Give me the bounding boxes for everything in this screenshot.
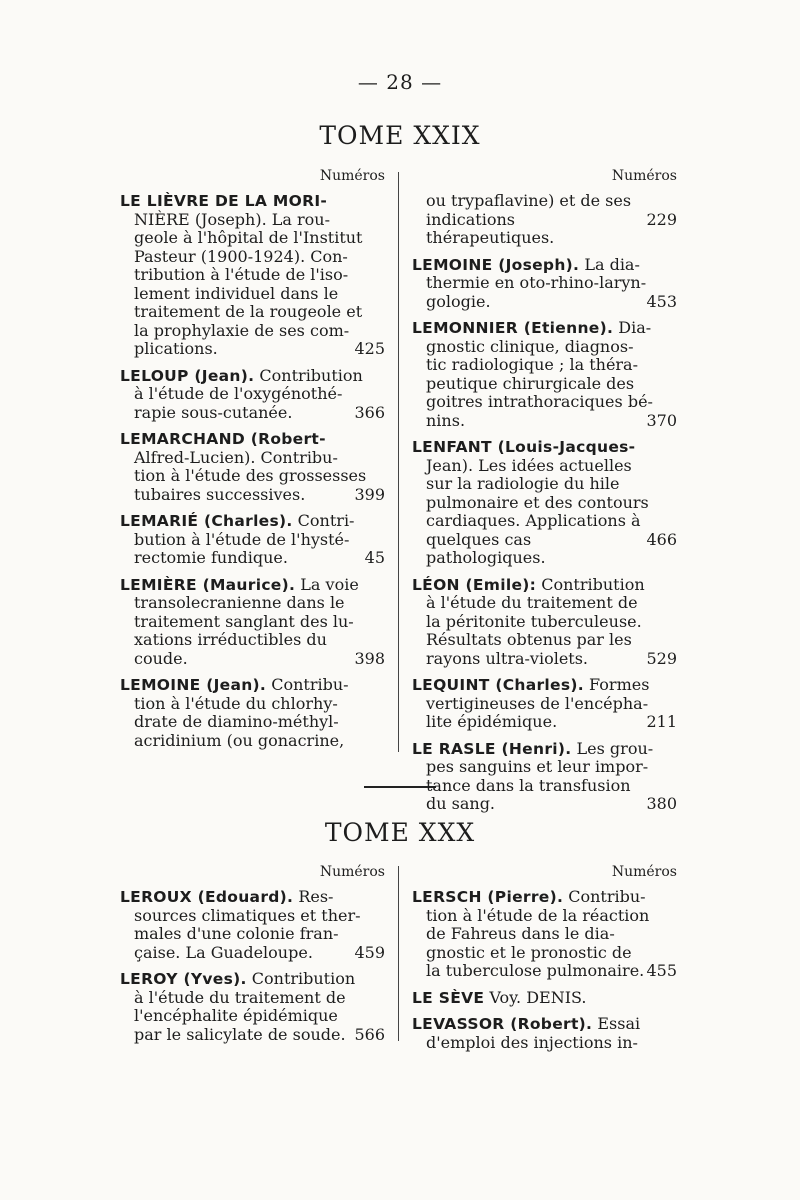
entry-line: par le salicylate de soude. (134, 1024, 346, 1044)
index-entry (120, 192, 385, 359)
entry-last-line (120, 732, 385, 751)
entry-last-line (120, 340, 385, 359)
entry-number: 399 (354, 484, 385, 504)
entry-line: Jean). Les idées actuelles (426, 455, 632, 475)
index-entry (412, 319, 677, 430)
entry-line: la prophylaxie de ses com- (134, 320, 350, 340)
author-name: LÉON (Emile): (412, 575, 537, 594)
author-name: LEMARCHAND (Robert- (120, 430, 326, 448)
entry-text: La voie (295, 574, 359, 594)
entry-line: sur la radiologie du hile (426, 474, 620, 493)
entry-line: tubaires successives. (134, 484, 306, 504)
index-entry (120, 888, 385, 962)
entry-line: rayons ultra-violets. (426, 648, 589, 668)
entry-head (412, 256, 677, 275)
entry-number: 455 (646, 961, 677, 980)
entry-number: 370 (646, 410, 677, 430)
entry-number: 566 (354, 1024, 385, 1044)
index-entry (412, 438, 677, 568)
entry-line: la péritonite tuberculeuse. (426, 611, 642, 631)
entry-line: rapie sous-cutanée. (134, 402, 293, 422)
index-entry (412, 989, 677, 1008)
index-entry (412, 192, 677, 248)
entry-line: l'encéphalite épidémique (134, 1006, 338, 1025)
numeros-label: Numéros (611, 168, 677, 184)
entry-line: indications thérapeutiques. (426, 209, 555, 247)
index-entry (120, 430, 385, 504)
entry-line: xations irréductibles du (134, 630, 327, 649)
entry-head (120, 430, 385, 449)
entry-line: lite épidémique. (426, 712, 558, 731)
entry-line: males d'une colonie fran- (134, 924, 339, 943)
author-name: LEQUINT (Charles). (412, 676, 584, 694)
entry-line: cardiaques. Applications à (426, 511, 641, 530)
entry-line: ou trypaflavine) et de ses (426, 191, 632, 210)
entry-line: à l'étude du traitement de (134, 987, 346, 1007)
index-entry (412, 576, 677, 669)
entry-line: à l'étude de l'oxygénothé- (134, 384, 343, 403)
entry-head (120, 367, 385, 386)
entry-last-line (412, 211, 677, 248)
index-entry (120, 367, 385, 423)
entry-line: Alfred-Lucien). Contribu- (134, 447, 338, 467)
tome-title: TOME XXX (324, 818, 476, 847)
entry-text: Essai (592, 1014, 641, 1033)
entry-last-line (120, 944, 385, 963)
author-name: LEMIÈRE (Maurice). (120, 575, 296, 594)
entry-head (412, 740, 677, 759)
entry-line: thermie en oto-rhino-laryn- (426, 273, 647, 292)
entry-text: La dia- (579, 254, 640, 274)
entry-text: Contribu- (266, 675, 349, 694)
author-name: LE SÈVE (412, 988, 485, 1007)
column-divider (398, 866, 399, 1041)
author-name: LEROY (Yves). (120, 970, 247, 988)
entry-line: vertigineuses de l'encépha- (426, 693, 649, 713)
entry-number: 398 (354, 648, 385, 668)
numeros-label: Numéros (319, 864, 385, 880)
entry-line: gologie. (426, 291, 491, 311)
entry-line: coude. (134, 648, 188, 668)
entry-number: 529 (646, 648, 677, 668)
entry-line: çaise. La Guadeloupe. (134, 942, 313, 962)
entry-head (412, 1015, 677, 1034)
entry-head (120, 676, 385, 695)
index-entry (412, 676, 677, 732)
entry-head (120, 888, 385, 907)
entry-head (412, 438, 677, 457)
entry-head (120, 970, 385, 989)
column-right (412, 864, 677, 1060)
entry-line: gnostic clinique, diagnos- (426, 336, 634, 356)
entry-line: gnostic et le pronostic de (426, 942, 632, 962)
entry-number: 229 (646, 209, 677, 229)
author-name: LEVASSOR (Robert). (412, 1015, 593, 1033)
entry-line: tribution à l'étude de l'iso- (134, 265, 349, 284)
entry-last-line (120, 650, 385, 669)
entry-line: peutique chirurgicale des (426, 373, 635, 393)
entry-line: tic radiologique ; la théra- (426, 355, 638, 374)
numeros-label: Numéros (611, 864, 677, 880)
author-name: LEMARIÉ (Charles). (120, 512, 293, 530)
index-entry (120, 512, 385, 568)
entry-line: de Fahreus dans le dia- (426, 924, 615, 943)
entry-last-line (412, 962, 677, 981)
author-name: LENFANT (Louis-Jacques- (412, 438, 636, 456)
entry-head (412, 676, 677, 695)
entry-text: Voy. DENIS. (484, 987, 587, 1007)
entry-last-line (412, 293, 677, 312)
entry-line: bution à l'étude de l'hysté- (134, 529, 350, 549)
entry-last-line (120, 404, 385, 423)
entry-line: NIÈRE (Joseph). La rou- (134, 209, 330, 229)
entry-last-line (412, 713, 677, 732)
index-entry (120, 576, 385, 669)
entry-line: pulmonaire et des contours (426, 492, 649, 512)
entry-number: 425 (354, 339, 385, 358)
entry-last-line (412, 795, 677, 814)
entry-text: Res- (293, 887, 334, 906)
entry-text: Contribution (536, 574, 645, 594)
entry-line: tance dans la transfusion (426, 775, 631, 795)
entry-line: la tuberculose pulmonaire. (426, 961, 645, 980)
entry-line: tion à l'étude de la réaction (426, 905, 650, 925)
author-name: LELOUP (Jean). (120, 366, 255, 385)
index-entry (120, 970, 385, 1044)
entry-last-line (412, 412, 677, 431)
entry-line: acridinium (ou gonacrine, (134, 730, 345, 750)
entry-line: drate de diamino-méthyl- (134, 712, 339, 731)
entry-number: 453 (646, 291, 677, 311)
entry-head (412, 989, 677, 1008)
entry-line: rectomie fundique. (134, 548, 288, 567)
index-entry (412, 1015, 677, 1052)
entry-text: Contri- (292, 511, 355, 530)
entry-head (120, 576, 385, 595)
entry-line: Pasteur (1900-1924). Con- (134, 246, 348, 266)
index-entry (120, 676, 385, 750)
entry-text: Contribution (246, 969, 356, 988)
entry-line: pes sanguins et leur impor- (426, 757, 649, 776)
entry-line: tion à l'étude du chlorhy- (134, 693, 338, 713)
entry-last-line (412, 531, 677, 568)
entry-number: 459 (354, 942, 385, 962)
column-left (120, 168, 385, 758)
entry-line: du sang. (426, 794, 496, 813)
entry-text: Contribu- (563, 887, 646, 906)
entry-text: Contribution (254, 365, 363, 385)
index-entry (412, 740, 677, 814)
entry-line: à l'étude du traitement de (426, 593, 638, 612)
index-entry (412, 256, 677, 312)
entry-last-line (120, 1026, 385, 1045)
author-name: LEROUX (Edouard). (120, 888, 294, 906)
entry-line: tion à l'étude des grossesses (134, 466, 367, 485)
author-name: LE RASLE (Henri). (412, 739, 572, 758)
entry-head (412, 319, 677, 338)
entry-line: lement individuel dans le (134, 283, 339, 303)
entry-last-line (120, 486, 385, 505)
entry-line: nins. (426, 410, 466, 430)
entry-number: 466 (646, 529, 677, 549)
author-name: LEMOINE (Jean). (120, 676, 267, 694)
entry-line: quelques cas pathologiques. (426, 529, 546, 567)
entry-line: d'emploi des injections in- (426, 1032, 638, 1052)
entry-line: goitres intrathoraciques bé- (426, 392, 653, 411)
entry-last-line (120, 549, 385, 568)
entry-text: Formes (583, 675, 650, 694)
entry-line: traitement sanglant des lu- (134, 611, 354, 631)
numeros-label: Numéros (319, 168, 385, 184)
entry-line: Résultats obtenus par les (426, 630, 632, 649)
author-name: LERSCH (Pierre). (412, 888, 564, 906)
column-left (120, 864, 385, 1052)
entry-line: plications. (134, 339, 218, 358)
entry-head (412, 576, 677, 595)
entry-line: transolecranienne dans le (134, 593, 345, 612)
author-name: LEMOINE (Joseph). (412, 255, 580, 274)
entry-number: 45 (364, 548, 385, 567)
entry-line: geole à l'hôpital de l'Institut (134, 228, 363, 247)
tome-title: TOME XXIX (319, 121, 481, 150)
column-right (412, 168, 677, 822)
entry-head (120, 512, 385, 531)
entry-number: 366 (354, 402, 385, 422)
column-divider (398, 172, 399, 752)
entry-number: 211 (646, 712, 677, 731)
entry-text: Les grou- (571, 738, 654, 758)
entry-text: Dia- (613, 318, 652, 337)
entry-line: traitement de la rougeole et (134, 302, 363, 321)
entry-line: sources climatiques et ther- (134, 905, 361, 925)
entry-last-line (412, 650, 677, 669)
author-name: LE LIÈVRE DE LA MORI- (120, 192, 328, 210)
entry-last-line (412, 1034, 677, 1053)
author-name: LEMONNIER (Etienne). (412, 319, 614, 337)
page-number: — 28 — (357, 70, 443, 94)
index-entry (412, 888, 677, 981)
entry-head (412, 888, 677, 907)
entry-head (120, 192, 385, 211)
entry-number: 380 (646, 794, 677, 813)
